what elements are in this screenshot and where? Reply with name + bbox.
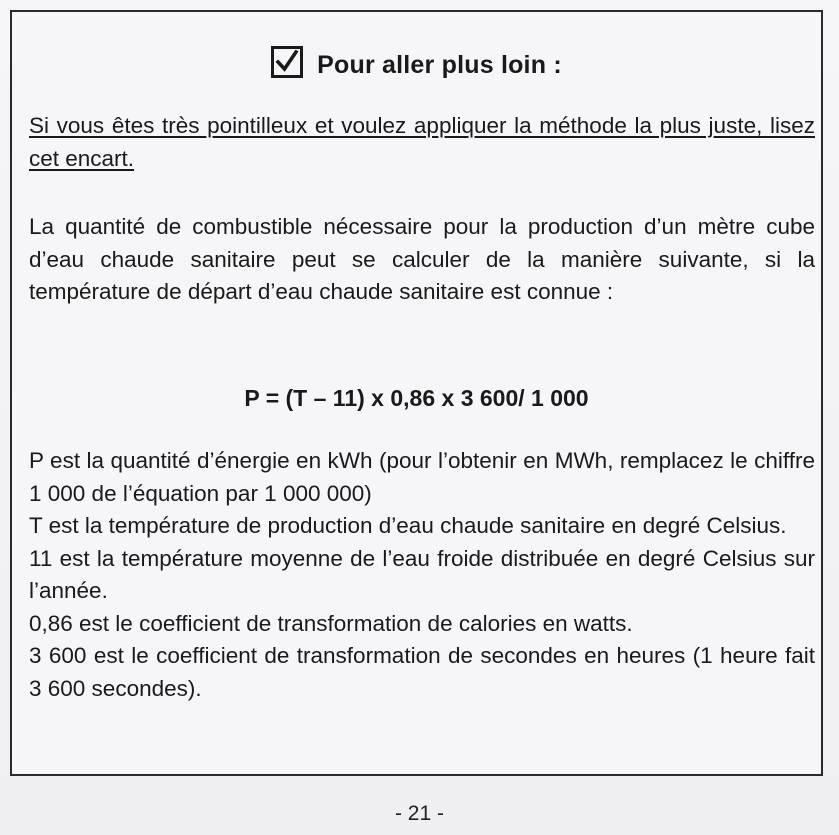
definition-086: 0,86 est le coefficient de transformation de calories en watts.	[29, 610, 633, 636]
checkmark-icon	[271, 46, 303, 78]
definition-11: 11 est la température moyenne de l’eau froide distribuée en degré Celsius sur l’année.	[29, 545, 815, 603]
definitions-list	[29, 445, 815, 705]
page-number: - 21 -	[394, 802, 444, 825]
definition-p: P est la quantité d’énergie en kWh (pour l’obtenir en MWh, remplacez le chiffre 1 000 de l’équation par 1 000 000)	[29, 448, 815, 506]
formula: P = (T – 11) x 0,86 x 3 600/ 1 000	[244, 385, 589, 411]
definition-3600: 3 600 est le coefficient de transformation de secondes en heures (1 heure fait 3 600 secondes).	[29, 643, 815, 701]
intro-note: Si vous êtes très pointilleux et voulez appliquer la méthode la plus juste, lisez cet encart.	[29, 113, 815, 171]
definition-t: T est la température de production d’eau chaude sanitaire en degré Celsius.	[29, 513, 787, 538]
box-title: Pour aller plus loin :	[317, 50, 562, 79]
box-header	[12, 45, 821, 85]
info-box	[10, 10, 823, 776]
explanation-paragraph: La quantité de combustible nécessaire pour la production d’un mètre cube d’eau chaude sanitaire peut se calculer de la manière suivante, si la température de départ d’eau chaude sanitaire est connue :	[29, 214, 815, 304]
